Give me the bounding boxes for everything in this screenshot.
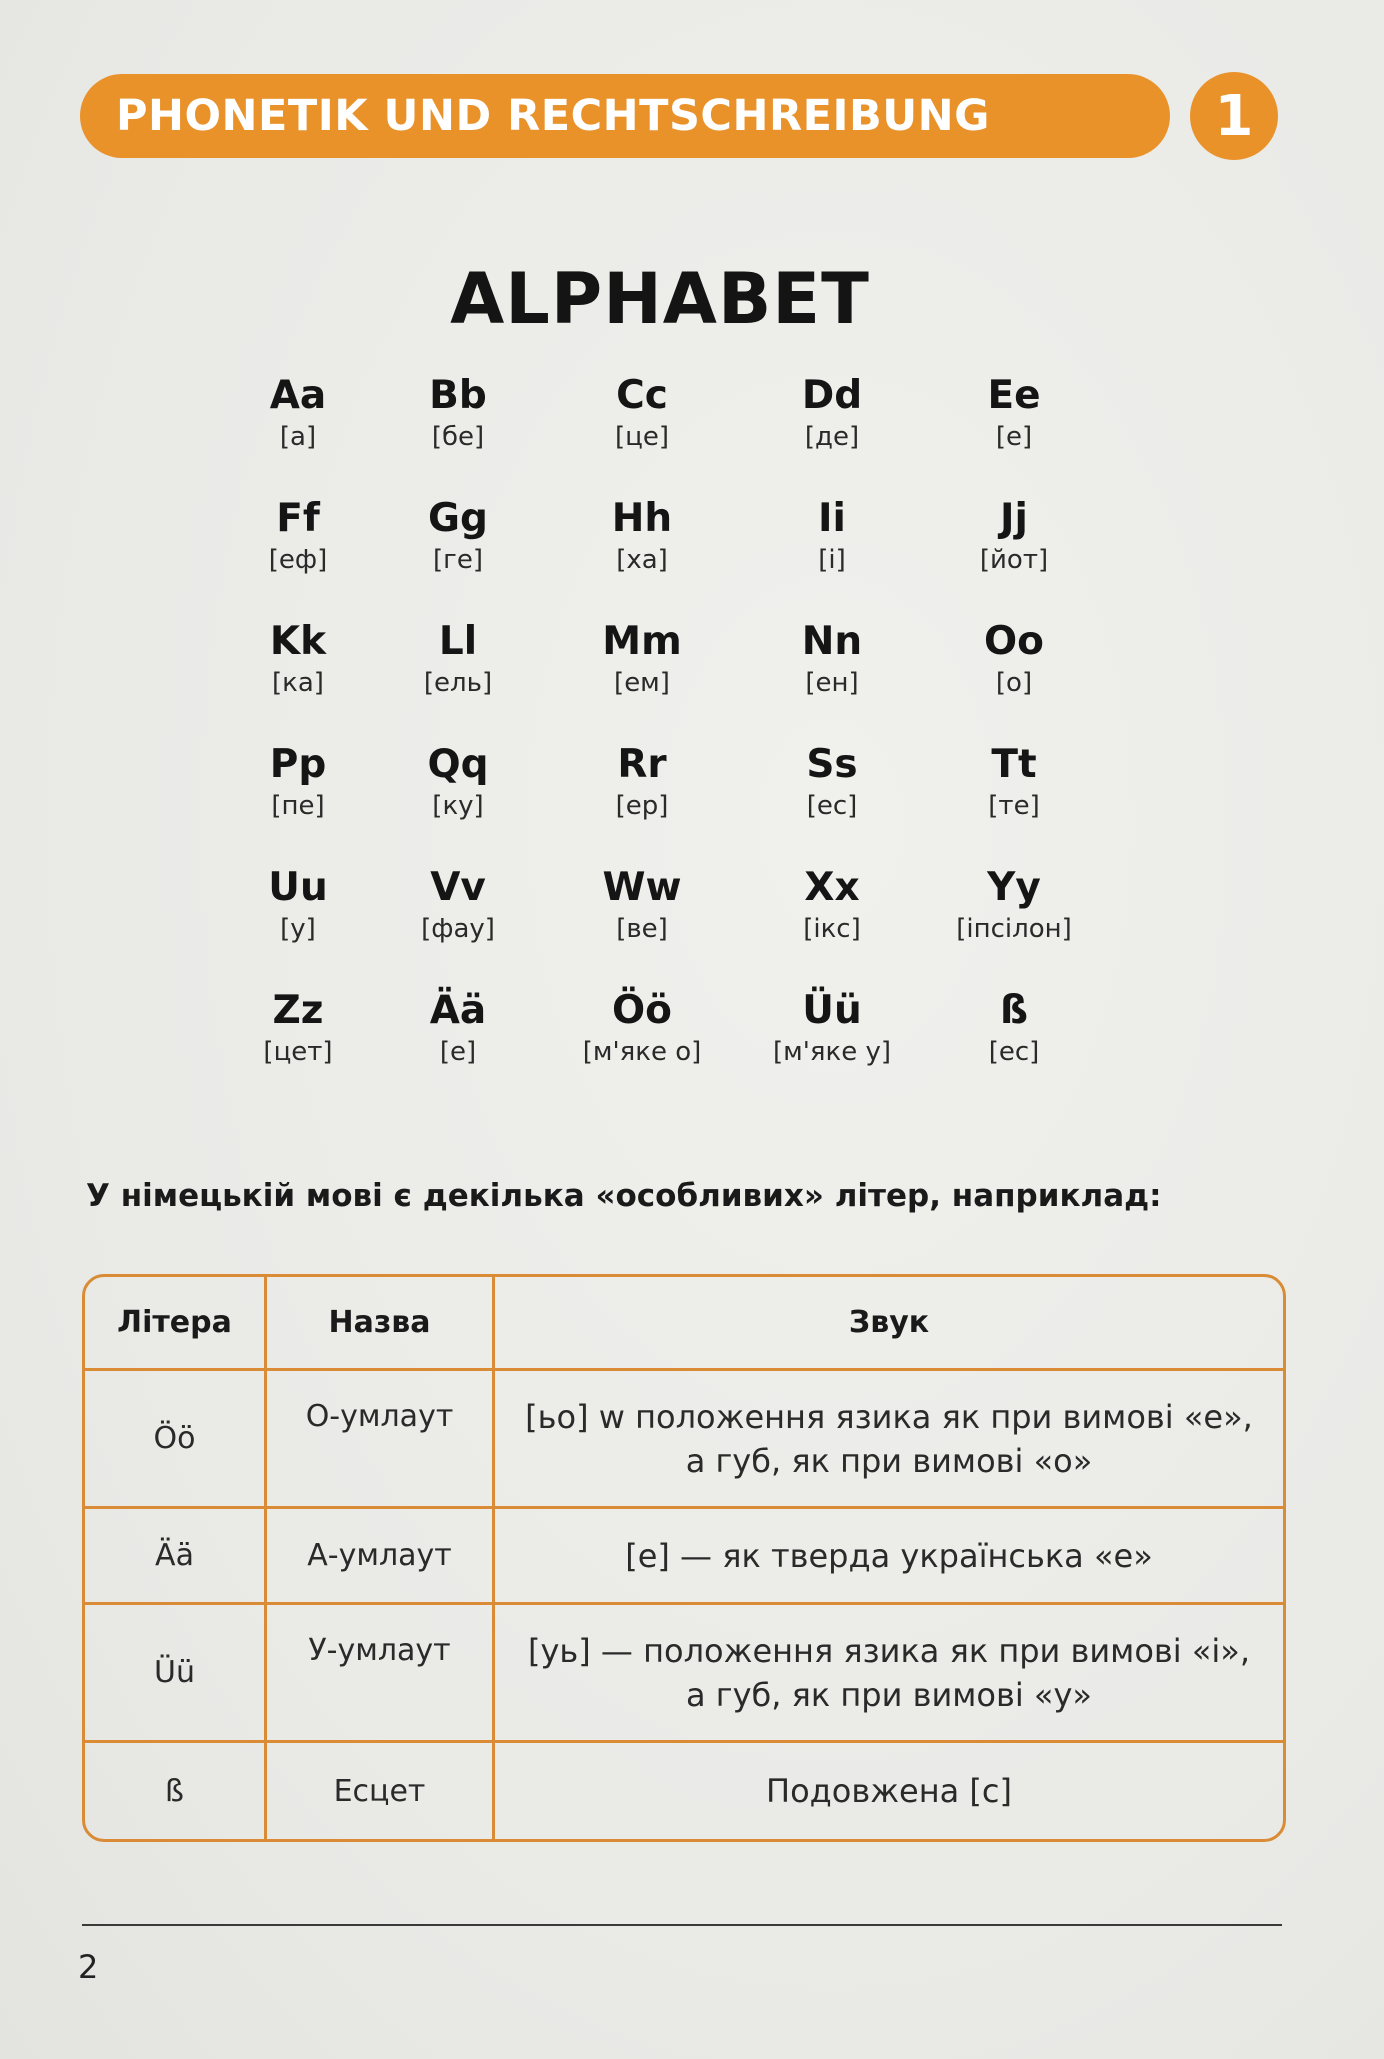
page-number: 2 [78,1948,99,1986]
row-letter: Üü [85,1605,267,1743]
alphabet-letter-cell [894,495,1134,577]
letter-pronunciation: [м'яке у] [772,1037,892,1067]
letter-pronunciation: [фау] [421,914,495,944]
alphabet-grid [0,372,1384,1112]
letter-pronunciation: [ер] [615,791,669,821]
letter-pronunciation: [те] [988,791,1040,821]
letter-pronunciation: [це] [615,422,669,452]
table-row [85,1371,1283,1509]
letter-pronunciation: [і] [818,545,846,575]
letter-pronunciation: [ем] [614,668,670,698]
row-sound: Подовжена [с] [766,1772,1012,1810]
letter-pronunciation: [ес] [806,791,858,821]
special-letters-table [82,1274,1286,1842]
alphabet-letter: Jj [1000,496,1028,541]
alphabet-letter: Pp [269,742,327,787]
letter-pronunciation: [еф] [268,545,328,575]
alphabet-letter: Tt [991,742,1037,787]
letter-pronunciation: [а] [279,422,317,452]
letter-pronunciation: [ха] [616,545,668,575]
alphabet-letter: Ss [806,742,858,787]
alphabet-letter: Ww [602,865,682,910]
footer-divider [82,1924,1282,1926]
alphabet-letter: Üü [802,988,862,1033]
row-name: Есцет [267,1743,495,1839]
alphabet-letter: Vv [430,865,486,910]
header-letter: Літера [85,1277,267,1371]
table-row [85,1509,1283,1605]
letter-pronunciation: [де] [804,422,860,452]
alphabet-letter: Kk [269,619,327,664]
alphabet-letter: Bb [429,373,487,418]
alphabet-letter-cell [894,987,1134,1069]
alphabet-heading: ALPHABET [450,258,870,340]
alphabet-letter-cell [894,741,1134,823]
letter-pronunciation: [м'яке о] [582,1037,702,1067]
alphabet-letter-cell [894,864,1134,946]
alphabet-letter: Ee [987,373,1041,418]
letter-pronunciation: [ве] [616,914,668,944]
alphabet-letter: Ää [429,988,487,1033]
alphabet-letter: Gg [428,496,488,541]
header-sound: Звук [495,1277,1283,1371]
alphabet-letter: Zz [272,988,324,1033]
row-sound: [ьо] w положення язика як при вимові «е», а губ, як при вимові «о» [495,1371,1283,1509]
letter-pronunciation: [о] [995,668,1033,698]
alphabet-letter: Mm [602,619,682,664]
alphabet-letter: Yy [987,865,1041,910]
alphabet-letter: Dd [801,373,863,418]
letter-pronunciation: [е] [439,1037,477,1067]
row-letter: ß [85,1743,267,1839]
alphabet-letter: Cc [616,373,668,418]
alphabet-letter: Ff [276,496,320,541]
row-sound: [уь] — положення язика як при вимові «і», а губ, як при вимові «у» [495,1605,1283,1743]
letter-pronunciation: [йот] [979,545,1049,575]
section-title: PHONETIK UND RECHTSCHREIBUNG [116,91,990,141]
letter-pronunciation: [е] [995,422,1033,452]
letter-pronunciation: [у] [280,914,316,944]
alphabet-letter: Ll [438,619,478,664]
letter-pronunciation: [ікс] [803,914,861,944]
alphabet-letter: Hh [611,496,673,541]
letter-pronunciation: [іпсілон] [956,914,1072,944]
alphabet-letter: Qq [427,742,489,787]
letter-pronunciation: [ен] [805,668,859,698]
letter-pronunciation: [ель] [423,668,493,698]
row-letter: Ää [85,1509,267,1605]
header-name: Назва [267,1277,495,1371]
alphabet-letter: Nn [801,619,863,664]
table-row [85,1605,1283,1743]
alphabet-letter: ß [999,988,1029,1033]
alphabet-letter: Ii [818,496,846,541]
row-name: А-умлаут [267,1509,495,1605]
letter-pronunciation: [цет] [263,1037,333,1067]
row-name: О-умлаут [267,1371,495,1509]
special-letters-intro: У німецькій мові є декілька «особливих» літер, наприклад: [86,1178,1162,1214]
table-row [85,1743,1283,1839]
alphabet-letter: Oo [984,619,1044,664]
alphabet-letter: Xx [804,865,860,910]
alphabet-letter: Öö [612,988,672,1033]
row-letter: Öö [85,1371,267,1509]
row-sound: [е] — як тверда українська «е» [495,1509,1283,1605]
alphabet-letter: Aa [269,373,327,418]
letter-pronunciation: [бе] [431,422,485,452]
section-header-band [80,74,1170,158]
row-name: У-умлаут [267,1605,495,1743]
letter-pronunciation: [ге] [433,545,483,575]
letter-pronunciation: [ес] [988,1037,1040,1067]
letter-pronunciation: [ка] [272,668,324,698]
alphabet-letter: Uu [268,865,328,910]
letter-pronunciation: [пе] [271,791,325,821]
alphabet-letter: Rr [617,742,667,787]
chapter-number-badge: 1 [1190,72,1278,160]
table-header-row [85,1277,1283,1371]
alphabet-letter-cell [894,618,1134,700]
alphabet-letter-cell [894,372,1134,454]
letter-pronunciation: [ку] [432,791,484,821]
